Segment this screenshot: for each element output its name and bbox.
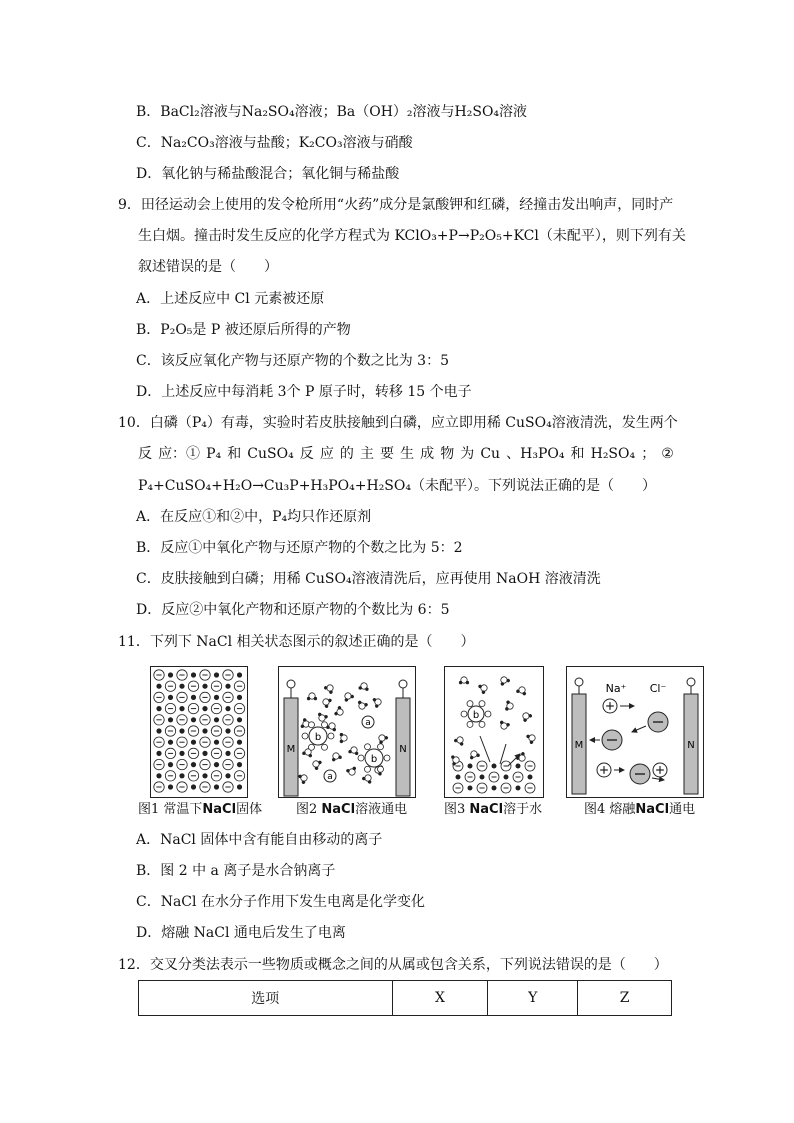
hydrated-ion-b bbox=[468, 706, 484, 722]
figure-3-nacl-dissolving bbox=[444, 666, 544, 798]
hydrated-ion-a2 bbox=[324, 770, 336, 782]
sodium-ion bbox=[156, 728, 161, 733]
q9-stem-line2: 生白烟。撞击时发生反应的化学方程式为 KClO₃+P→P₂O₅+KCl（未配平），则下列有关 bbox=[138, 228, 686, 244]
q10-line2-segment: 、H₃PO₄ bbox=[506, 446, 565, 462]
q10-option-c: C．皮肤接触到白磷；用稀 CuSO₄溶液清洗后，应再使用 NaOH 溶液清洗 bbox=[136, 571, 601, 587]
sodium-ion bbox=[191, 740, 196, 745]
figure-1-caption: 图1 常温下NaCl固体 bbox=[138, 802, 263, 817]
q11-option-d: D．熔融 NaCl 通电后发生了电离 bbox=[136, 925, 346, 941]
sodium-ion bbox=[237, 672, 242, 677]
q10-line2-segment: ； bbox=[641, 446, 656, 462]
figure-2-nacl-solution bbox=[278, 666, 416, 798]
na-ion-label: Na⁺ bbox=[605, 682, 627, 695]
sodium-ion bbox=[202, 751, 207, 756]
sodium-ion bbox=[516, 786, 521, 791]
sodium-ion bbox=[202, 706, 207, 711]
sodium-ion bbox=[202, 728, 207, 733]
sodium-ion bbox=[237, 695, 242, 700]
q10-line2-segment: 和 bbox=[227, 446, 242, 462]
q10-line2-segment: 和 bbox=[570, 446, 585, 462]
sodium-ion bbox=[179, 706, 184, 711]
svg-text:b: b bbox=[472, 710, 480, 721]
sodium-ion bbox=[516, 764, 521, 769]
sodium-ion bbox=[237, 762, 242, 767]
hydrated-ion-a1 bbox=[362, 716, 374, 728]
q9-stem-line1: 9．田径运动会上使用的发令枪所用“火药”成分是氯酸钾和红磷，经撞击发出响声，同时产 bbox=[118, 197, 674, 213]
sodium-ion bbox=[191, 762, 196, 767]
q9-stem-line3: 叙述错误的是（ ） bbox=[138, 259, 278, 275]
chloride-ion bbox=[630, 764, 650, 784]
electrode-n-label: N bbox=[687, 740, 695, 751]
svg-text:a: a bbox=[365, 718, 371, 728]
q10-line2-segment: 的 bbox=[339, 446, 354, 462]
sodium-ion bbox=[603, 699, 617, 713]
electrode-n-label: N bbox=[399, 744, 407, 755]
sodium-ion bbox=[225, 751, 230, 756]
sodium-ion bbox=[504, 775, 509, 780]
q10-line2-segment: H₂SO₄ bbox=[590, 446, 636, 462]
sodium-ion bbox=[214, 717, 219, 722]
svg-text:a: a bbox=[327, 772, 333, 782]
q10-line2-segment: 要 bbox=[380, 446, 395, 462]
q10-line2-segment: 物 bbox=[440, 446, 455, 462]
q11-option-b: B．图 2 中 a 离子是水合钠离子 bbox=[136, 863, 336, 879]
sodium-ion bbox=[237, 740, 242, 745]
q10-option-b: B．反应①中氧化产物与还原产物的个数之比为 5：2 bbox=[136, 540, 463, 556]
chloride-ion bbox=[602, 730, 622, 750]
q10-line2-segment: Cu bbox=[480, 446, 501, 462]
q10-line2-segment: 主 bbox=[359, 446, 374, 462]
q9-option-a: A．上述反应中 Cl 元素被还原 bbox=[136, 291, 325, 307]
electrode-m-label: M bbox=[574, 740, 584, 751]
sodium-ion bbox=[168, 695, 173, 700]
q10-line2-segment: 反 bbox=[299, 446, 314, 462]
sodium-ion bbox=[179, 773, 184, 778]
sodium-ion bbox=[468, 764, 473, 769]
sodium-ion bbox=[168, 672, 173, 677]
q10-option-d: D．反应②中氧化产物和还原产物的个数比为 6：5 bbox=[136, 602, 450, 618]
q10-line2-segment: P₄ bbox=[206, 446, 222, 462]
q12-options-table bbox=[138, 980, 672, 1016]
q9-option-c: C．该反应氧化产物与还原产物的个数之比为 3：5 bbox=[136, 353, 449, 369]
q9-option-b: B．P₂O₅是 P 被还原后所得的产物 bbox=[136, 322, 351, 338]
figure-2-caption: 图2 NaCl溶液通电 bbox=[296, 802, 408, 817]
sodium-ion bbox=[225, 684, 230, 689]
q10-line2-segment: 生 bbox=[400, 446, 415, 462]
sodium-ion bbox=[214, 784, 219, 789]
sodium-ion bbox=[191, 695, 196, 700]
sodium-ion bbox=[225, 728, 230, 733]
q11-option-c: C．NaCl 在水分子作用下发生电离是化学变化 bbox=[136, 894, 425, 910]
sodium-ion bbox=[168, 784, 173, 789]
sodium-ion bbox=[214, 740, 219, 745]
sodium-ion bbox=[237, 717, 242, 722]
q10-line2-segment: 成 bbox=[420, 446, 435, 462]
electrode-m-label: M bbox=[286, 744, 296, 755]
q10-line2-segment: ② bbox=[661, 446, 674, 462]
sodium-ion bbox=[191, 717, 196, 722]
sodium-ion bbox=[156, 684, 161, 689]
q8-option-d: D．氧化钠与稀盐酸混合；氧化铜与稀盐酸 bbox=[136, 166, 400, 182]
hydrated-ion-b1 bbox=[309, 727, 327, 745]
figure-4-caption: 图4 熔融NaCl通电 bbox=[584, 802, 696, 817]
q10-stem-line2 bbox=[138, 444, 674, 464]
sodium-ion bbox=[156, 751, 161, 756]
sodium-ion bbox=[179, 751, 184, 756]
sodium-ion bbox=[191, 672, 196, 677]
q10-line2-segment: CuSO₄ bbox=[247, 446, 294, 462]
sodium-ion bbox=[191, 784, 196, 789]
svg-text:b: b bbox=[314, 732, 322, 743]
q8-option-c: C．Na₂CO₃溶液与盐酸；K₂CO₃溶液与硝酸 bbox=[136, 135, 413, 151]
sodium-ion bbox=[168, 762, 173, 767]
sodium-ion bbox=[168, 717, 173, 722]
sodium-ion bbox=[202, 684, 207, 689]
table-header-cell: 选项 bbox=[139, 981, 393, 1016]
q10-stem-line1: 10．白磷（P₄）有毒，实验时若皮肤接触到白磷，应立即用稀 CuSO₄溶液清洗，发生两个 bbox=[118, 415, 678, 431]
table-header-cell: Y bbox=[488, 981, 578, 1016]
sodium-ion bbox=[156, 773, 161, 778]
sodium-ion bbox=[528, 775, 533, 780]
q10-option-a: A．在反应①和②中，P₄均只作还原剂 bbox=[136, 509, 372, 525]
q10-stem-line3: P₄+CuSO₄+H₂O→Cu₃P+H₃PO₄+H₂SO₄（未配平）。下列说法正确的是（ ） bbox=[138, 478, 656, 494]
sodium-ion bbox=[597, 763, 611, 777]
cl-ion-label: Cl⁻ bbox=[649, 682, 667, 695]
q10-line2-segment: 应：① bbox=[158, 446, 201, 462]
q10-line2-segment: 反 bbox=[138, 446, 152, 462]
q8-option-b: B．BaCl₂溶液与Na₂SO₄溶液；Ba（OH）₂溶液与H₂SO₄溶液 bbox=[136, 104, 528, 120]
sodium-ion bbox=[456, 775, 461, 780]
q12-stem: 12．交叉分类法表示一些物质或概念之间的从属或包含关系，下列说法错误的是（ ） bbox=[118, 957, 668, 973]
figure-1-nacl-solid bbox=[150, 666, 248, 798]
sodium-ion bbox=[156, 706, 161, 711]
q10-line2-segment: 为 bbox=[460, 446, 475, 462]
sodium-ion bbox=[653, 763, 667, 777]
sodium-ion bbox=[468, 786, 473, 791]
sodium-ion bbox=[179, 684, 184, 689]
sodium-ion bbox=[214, 672, 219, 677]
q11-option-a: A．NaCl 固体中含有能自由移动的离子 bbox=[136, 832, 383, 848]
sodium-ion bbox=[214, 762, 219, 767]
q10-line2-segment: 应 bbox=[319, 446, 334, 462]
sodium-ion bbox=[225, 773, 230, 778]
svg-text:b: b bbox=[370, 754, 378, 765]
q9-option-d: D．上述反应中每消耗 3个 P 原子时，转移 15 个电子 bbox=[136, 384, 472, 400]
sodium-ion bbox=[214, 695, 219, 700]
sodium-ion bbox=[492, 786, 497, 791]
sodium-ion bbox=[492, 764, 497, 769]
figure-3-caption: 图3 NaCl溶于水 bbox=[444, 802, 543, 817]
sodium-ion bbox=[179, 728, 184, 733]
chloride-ion bbox=[648, 712, 668, 732]
hydrated-ion-b2 bbox=[365, 749, 383, 767]
q11-stem: 11．下列下 NaCl 相关状态图示的叙述正确的是（ ） bbox=[118, 634, 475, 650]
sodium-ion bbox=[480, 775, 485, 780]
figure-4-molten-nacl bbox=[566, 666, 704, 798]
sodium-ion bbox=[225, 706, 230, 711]
sodium-ion bbox=[237, 784, 242, 789]
sodium-ion bbox=[202, 773, 207, 778]
table-header-row bbox=[139, 981, 672, 1016]
table-header-cell: X bbox=[392, 981, 488, 1016]
sodium-ion bbox=[168, 740, 173, 745]
table-header-cell: Z bbox=[578, 981, 672, 1016]
